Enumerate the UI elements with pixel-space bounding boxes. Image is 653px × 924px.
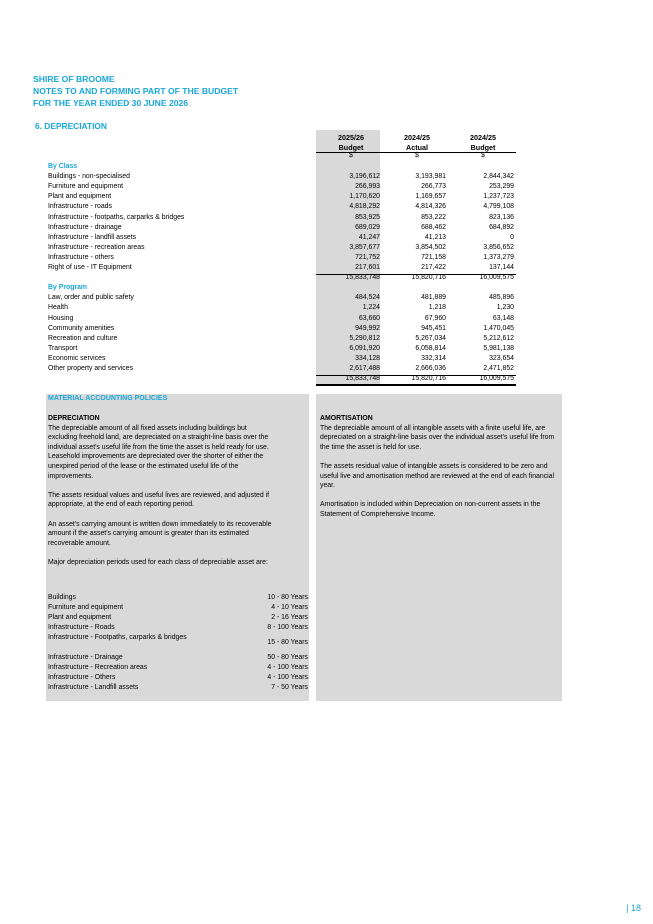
col-2-type: Actual xyxy=(406,143,428,152)
value-2024-25-budget: 4,799,108 xyxy=(483,203,514,211)
value-2024-25-budget: 1,237,723 xyxy=(483,193,514,201)
value-2024-25-actual: 945,451 xyxy=(421,324,446,332)
row-label: Law, order and public safety xyxy=(48,294,134,302)
row-label: Transport xyxy=(48,344,78,352)
depreciation-policy xyxy=(48,414,276,577)
row-label: Infrastructure - recreation areas xyxy=(48,243,145,251)
period-years: 4 - 100 Years xyxy=(267,664,308,671)
row-label: Plant and equipment xyxy=(48,193,112,201)
value-2024-25-actual: 721,158 xyxy=(421,253,446,261)
value-2025-26-budget: 2,617,488 xyxy=(349,365,380,372)
value-2024-25-budget: 2,471,852 xyxy=(483,365,514,372)
row-label: Infrastructure - others xyxy=(48,253,114,261)
value-2025-26-budget: 334,128 xyxy=(355,354,380,362)
value-2024-25-budget: 684,892 xyxy=(489,223,514,231)
period-row xyxy=(48,623,308,633)
value-2024-25-actual: 2,666,036 xyxy=(415,365,446,372)
value-2024-25-budget: 323,654 xyxy=(489,354,514,362)
period-row xyxy=(48,683,308,693)
col-1-type: Budget xyxy=(338,143,364,152)
period-asset-class: Furniture and equipment xyxy=(48,604,124,611)
row-label: Health xyxy=(48,304,68,312)
value-2024-25-actual: 481,889 xyxy=(421,294,446,302)
value-2025-26-budget: 41,247 xyxy=(358,233,380,241)
col-1-year: 2025/26 xyxy=(338,133,364,142)
period-asset-class: Infrastructure - Footpaths, carparks & bridges xyxy=(48,634,187,641)
period-asset-class: Infrastructure - Others xyxy=(48,674,116,681)
row-label: Recreation and culture xyxy=(48,334,118,342)
value-2024-25-budget: 253,299 xyxy=(489,183,514,191)
value-2024-25-actual: 3,854,502 xyxy=(415,243,446,251)
group-heading: By Program xyxy=(48,284,88,292)
row-label: Community amenities xyxy=(48,324,115,332)
value-2024-25-budget: 0 xyxy=(510,233,514,241)
row-label: Infrastructure - roads xyxy=(48,203,112,211)
value-2024-25-budget: 2,844,342 xyxy=(483,173,514,181)
value-2024-25-actual: 4,814,326 xyxy=(415,203,446,211)
header-line-1: SHIRE OF BROOME xyxy=(33,74,115,84)
value-2024-25-actual: 217,422 xyxy=(421,264,446,271)
period-years: 4 - 10 Years xyxy=(271,604,308,611)
value-2024-25-budget: 485,896 xyxy=(489,294,514,302)
col-3-year: 2024/25 xyxy=(470,133,496,142)
row-label: Infrastructure - footpaths, carparks & bridges xyxy=(48,213,185,221)
period-row xyxy=(48,613,308,623)
period-row xyxy=(48,603,308,613)
amortisation-policy-p2: The assets residual value of intangible assets is considered to be zero and useful live and amortisation method are reviewed at the end of each financial year. xyxy=(320,462,555,490)
period-years: 7 - 50 Years xyxy=(271,684,308,691)
row-label: Furniture and equipment xyxy=(48,183,124,191)
row-label: Infrastructure - landfill assets xyxy=(48,233,137,241)
period-years: 8 - 100 Years xyxy=(267,624,308,631)
depreciation-policy-p2: The assets residual values and useful lives are reviewed, and adjusted if appropriate, at the end of each reporting period. xyxy=(48,491,270,509)
value-2025-26-budget: 3,857,677 xyxy=(349,243,380,251)
section-title: 6. DEPRECIATION xyxy=(35,121,107,131)
value-2025-26-budget: 217,601 xyxy=(355,264,380,271)
value-2024-25-budget: 1,470,045 xyxy=(483,324,514,332)
value-2025-26-budget: 689,029 xyxy=(355,223,380,231)
page-number: | 18 xyxy=(626,903,641,913)
value-2025-26-budget: 63,660 xyxy=(358,314,380,322)
value-2024-25-actual: 853,222 xyxy=(421,213,446,221)
value-2024-25-budget: 5,212,612 xyxy=(483,334,514,342)
amortisation-policy xyxy=(320,414,558,529)
document-header xyxy=(33,73,238,109)
col-2-year: 2024/25 xyxy=(404,133,430,142)
value-2024-25-actual: 5,267,034 xyxy=(415,334,446,342)
row-label: Housing xyxy=(48,314,74,322)
depreciation-policy-p3: An asset's carrying amount is written down immediately to its recoverable amount if the asset's carrying amount is greater than its estimated recoverable amount. xyxy=(48,520,272,547)
period-years: 4 - 100 Years xyxy=(267,674,308,681)
depreciation-policy-title: DEPRECIATION xyxy=(48,415,100,422)
value-2025-26-budget: 1,224 xyxy=(362,304,380,312)
value-2025-26-budget: 3,196,612 xyxy=(349,173,380,181)
col-header-2 xyxy=(387,133,447,153)
value-2024-25-actual: 688,462 xyxy=(421,223,446,231)
value-2025-26-budget: 4,818,292 xyxy=(349,203,380,211)
amortisation-policy-p3: Amortisation is included within Depreciation on non-current assets in the Statement of Comprehensive Income. xyxy=(320,501,541,518)
value-2024-25-actual: 41,213 xyxy=(424,233,446,241)
col-3-unit: $ xyxy=(481,152,485,159)
value-2024-25-budget: 1,230 xyxy=(496,304,514,312)
value-2025-26-budget: 949,992 xyxy=(355,324,380,332)
period-row xyxy=(48,653,308,663)
header-line-3: FOR THE YEAR ENDED 30 JUNE 2026 xyxy=(33,98,189,108)
total-2024-25-actual: 15,820,716 xyxy=(411,375,446,383)
group-heading: By Class xyxy=(48,163,78,170)
value-2024-25-actual: 67,960 xyxy=(424,314,446,322)
header-line-2: NOTES TO AND FORMING PART OF THE BUDGET xyxy=(33,86,239,96)
value-2025-26-budget: 721,752 xyxy=(355,253,380,261)
period-asset-class: Infrastructure - Roads xyxy=(48,624,115,631)
value-2024-25-budget: 3,856,652 xyxy=(483,243,514,251)
amortisation-policy-title: AMORTISATION xyxy=(320,415,373,422)
period-asset-class: Infrastructure - Recreation areas xyxy=(48,664,148,671)
total-2025-26-budget: 15,833,748 xyxy=(345,274,380,282)
period-asset-class: Infrastructure - Drainage xyxy=(48,654,123,661)
period-years: 10 - 80 Years xyxy=(267,594,308,601)
col-2-unit: $ xyxy=(415,152,419,159)
col-header-1 xyxy=(321,133,381,153)
total-double-rule xyxy=(316,384,516,386)
value-2024-25-actual: 3,193,981 xyxy=(415,173,446,181)
value-2024-25-actual: 6,058,814 xyxy=(415,344,446,352)
value-2024-25-budget: 63,148 xyxy=(492,314,514,322)
policies-heading: MATERIAL ACCOUNTING POLICIES xyxy=(48,395,168,402)
value-2025-26-budget: 266,993 xyxy=(355,183,380,191)
period-asset-class: Plant and equipment xyxy=(48,614,112,621)
total-2025-26-budget: 15,833,748 xyxy=(345,375,380,383)
amortisation-policy-p1: The depreciable amount of all intangible assets with a finite useful life, are depreciated on a straight-line basis over the individual asset's useful life from the time the asset is held for use. xyxy=(320,424,555,451)
period-asset-class: Infrastructure - Landfill assets xyxy=(48,684,139,691)
value-2024-25-actual: 1,218 xyxy=(428,304,446,312)
value-2025-26-budget: 853,925 xyxy=(355,213,380,221)
value-2024-25-actual: 332,314 xyxy=(421,354,446,362)
period-years: 15 - 80 Years xyxy=(267,638,308,646)
period-years: 50 - 80 Years xyxy=(267,654,308,661)
col-header-3 xyxy=(453,133,513,153)
total-2024-25-budget: 16,009,575 xyxy=(479,274,514,282)
period-row xyxy=(48,593,308,603)
value-2024-25-actual: 266,773 xyxy=(421,183,446,191)
row-label: Right of use - IT Equipment xyxy=(48,264,132,271)
value-2025-26-budget: 484,524 xyxy=(355,294,380,302)
period-asset-class: Buildings xyxy=(48,594,76,601)
value-2025-26-budget: 1,170,620 xyxy=(349,193,380,201)
value-2025-26-budget: 5,290,812 xyxy=(349,334,380,342)
row-label: Buildings - non-specialised xyxy=(48,173,130,181)
value-2025-26-budget: 6,091,920 xyxy=(349,344,380,352)
depreciation-policy-p1: The depreciable amount of all fixed assets including buildings but excluding freehold land, are depreciated on a straight-line basis over the individual asset's useful life from the time the asset is held ready for use. Leasehold improvements are depreciated over the shorter of either the unexpired period of the lease or the estimated useful life of the improvements. xyxy=(48,424,269,480)
value-2024-25-budget: 137,144 xyxy=(489,264,514,271)
value-2024-25-budget: 823,136 xyxy=(489,213,514,221)
value-2024-25-budget: 5,981,138 xyxy=(483,344,514,352)
row-label: Other property and services xyxy=(48,365,134,372)
value-2024-25-actual: 1,169,657 xyxy=(415,193,446,201)
total-2024-25-actual: 15,820,716 xyxy=(411,274,446,282)
value-2024-25-budget: 1,373,279 xyxy=(483,253,514,261)
period-row xyxy=(48,633,308,652)
row-label: Infrastructure - drainage xyxy=(48,223,122,231)
total-2024-25-budget: 16,009,575 xyxy=(479,375,514,383)
row-label: Economic services xyxy=(48,354,106,362)
period-years: 2 - 16 Years xyxy=(271,614,308,621)
period-row xyxy=(48,663,308,673)
col-1-unit: $ xyxy=(349,152,353,159)
period-row xyxy=(48,673,308,683)
depreciation-policy-p4: Major depreciation periods used for each class of depreciable asset are: xyxy=(48,558,268,566)
col-3-type: Budget xyxy=(470,143,496,152)
